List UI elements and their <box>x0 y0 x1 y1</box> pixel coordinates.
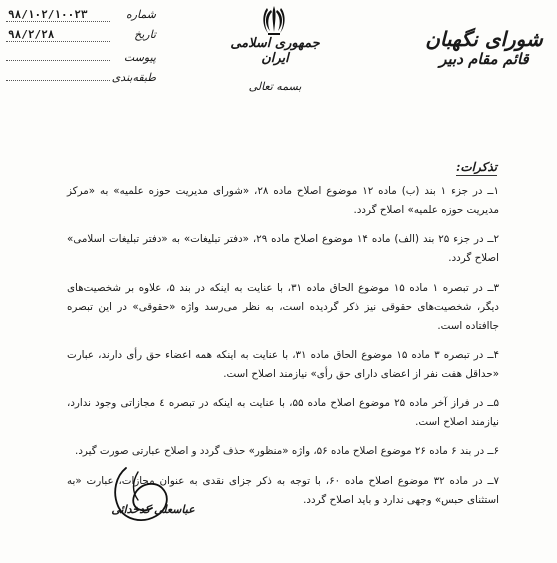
signer-name: عباسعلی کدخدائی <box>111 503 195 516</box>
notes-title: تذکرات: <box>455 160 497 174</box>
note-item-6: ۶ــ در بند ۶ ماده ۲۶ موضوع اصلاح ماده ۵۶، واژه «منظور» حذف گردد و اصلاح عبارتی صورت گیرد. <box>75 445 499 458</box>
meta-number-label: شماره <box>125 8 156 21</box>
meta-number-value: ۹۸/۱۰۲/۱۰۰۲۳ <box>6 8 110 22</box>
note-item-2: ۲ــ در جزء ۲۵ بند (الف) ماده ۱۴ موضوع اصلاح ماده ۲۹، «دفتر تبلیغات» به «دفتر تبلیغات اسلامی» اصلاح گردد. <box>67 233 499 265</box>
council-title <box>419 28 549 68</box>
meta-date-value: ۹۸/۲/۲۸ <box>6 28 110 42</box>
meta-number-row <box>6 8 156 25</box>
bismillah-heading: بسمه تعالی <box>248 80 302 93</box>
meta-classification-value <box>6 68 110 81</box>
signature-scribble-icon <box>108 462 188 532</box>
letter-meta <box>6 8 156 88</box>
note-item-3: ۳ــ در تبصره ۱ ماده ۱۵ موضوع الحاق ماده ۳۱، با عنایت به اینکه در بند ۵، علاوه بر شخصیت‌های دیگر، شخصیت‌های حقوقی نیز ذکر گردیده است، به نظر می‌رسد واژه «حقوقی» در این تبصره جاافتاده است. <box>67 281 500 332</box>
iran-emblem-icon <box>261 4 287 36</box>
note-item-4: ۴ــ در تبصره ۳ ماده ۱۵ موضوع الحاق ماده ۳۱، با عنایت به اینکه همه اعضاء حق رأی دارند، عبارت «حداقل هفت نفر از اعضای دارای حق رأی» نیازمند اصلاح است. <box>67 348 499 380</box>
meta-date-label: تاریخ <box>134 28 156 41</box>
note-item-5: ۵ــ در فراز آخر ماده ۲۵ موضوع اصلاح ماده ۵۵، با عنایت به اینکه در تبصره ٤ مجازاتی وجود ندارد، نیازمند اصلاح است. <box>67 397 500 429</box>
meta-attachment-label: پیوست <box>123 51 156 64</box>
meta-attachment-row <box>6 48 156 65</box>
council-position: قائم مقام دبیر <box>439 50 529 68</box>
republic-heading: جمهوری اسلامی ایران <box>230 36 320 66</box>
note-item-7: ۷ــ در ماده ۳۲ موضوع اصلاح ماده ۶۰، با توجه به ذکر جزای نقدی به عنوان مجازات، عبارت «به استثنای حبس» وجهی ندارد و باید اصلاح گردد. <box>67 474 500 506</box>
meta-classification-row <box>6 68 156 85</box>
meta-date-row <box>6 28 156 45</box>
meta-classification-label: طبقه‌بندی <box>111 71 156 84</box>
council-name: شورای نگهبان <box>425 27 543 51</box>
note-item-1: ۱ــ در جزء ۱ بند (ب) ماده ۱۲ موضوع اصلاح ماده ۲۸، «شورای مدیریت حوزه علمیه» به «مرکز مدیریت حوزه علمیه» اصلاح گردد. <box>67 185 499 216</box>
meta-attachment-value <box>6 48 110 61</box>
